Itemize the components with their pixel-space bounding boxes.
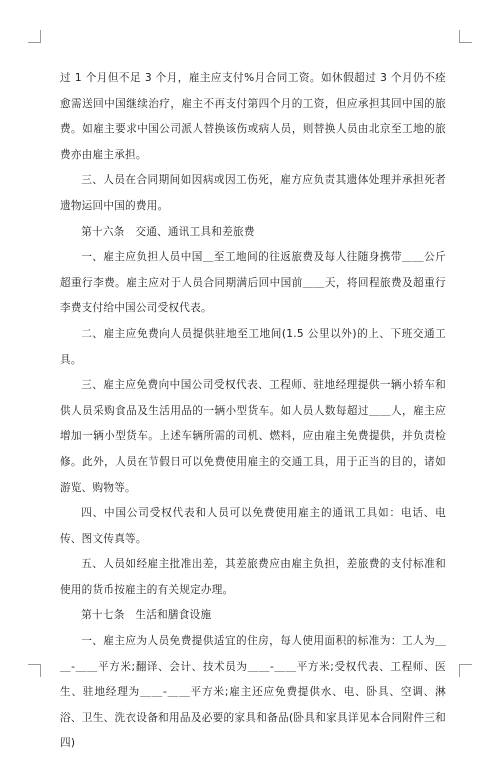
crop-mark-top-right [459,30,472,43]
crop-mark-bottom-left [28,664,41,677]
paragraph-communication-tools: 四、中国公司受权代表和人员可以免费使用雇主的通讯工具如：电话、电传、图文传真等。 [60,507,446,545]
crop-mark-bottom-right [459,664,472,677]
article-17-heading: 第十七条 生活和膳食设施 [81,609,212,622]
paragraph-death-clause: 三、人员在合同期间如因病或因工伤死，雇方应负责其遗体处理并承担死者遗物运回中国的费用。 [60,174,446,212]
paragraph-business-trips: 五、人员如经雇主批准出差，其差旅费应由雇主负担，差旅费的支付标准和使用的货币按雇主的有关规定办理。 [60,558,446,596]
crop-mark-top-left [28,30,41,43]
paragraph-sick-leave-continuation: 过 1 个月但不足 3 个月，雇主应支付%月合同工资。如休假超过 3 个月仍不痊愈需送回中国继续治疗，雇主不再支付第四个月的工资，但应承担其回中国的旅费。如雇主要求中国公司派人替换该伤或病人员，则替换人员由北京至工地的旅费亦由雇主承担。 [60,72,446,161]
document-body [60,66,446,757]
paragraph-vehicles: 三、雇主应免费向中国公司受权代表、工程师、驻地经理提供一辆小轿车和供人员采购食品及生活用品的一辆小型货车。如人员人数每超过＿＿人，雇主应增加一辆小型货车。上述车辆所需的司机、燃料，应由雇主免费提供，并负责检修。此外，人员在节假日可以免费使用雇主的交通工具，用于正当的目的，诸如游览、购物等。 [60,379,446,494]
paragraph-commute-transport: 二、雇主应免费向人员提供驻地至工地间(1.5 公里以外)的上、下班交通工具。 [60,327,446,366]
paragraph-housing: 一、雇主应为人员免费提供适宜的住房，每人使用面积的标准为：工人为＿＿-＿＿平方米;翻译、会计、技术员为＿＿-＿＿平方米;受权代表、工程师、医生、驻地经理为＿＿-＿＿平方米;雇主还应免费提供水、电、卧具、空调、淋浴、卫生、洗衣设备和用品及必要的家具和备品(卧具和家具详见本合同附件三和四) [60,635,446,750]
paragraph-travel-expenses: 一、雇主应负担人员中国＿至工地间的往返旅费及每人往随身携带＿＿公斤超重行李费。雇主应对于人员合同期满后回中国前＿＿天，将回程旅费及超重行李费支付给中国公司受权代表。 [60,251,446,315]
article-16-heading: 第十六条 交通、通讯工具和差旅费 [81,225,255,238]
